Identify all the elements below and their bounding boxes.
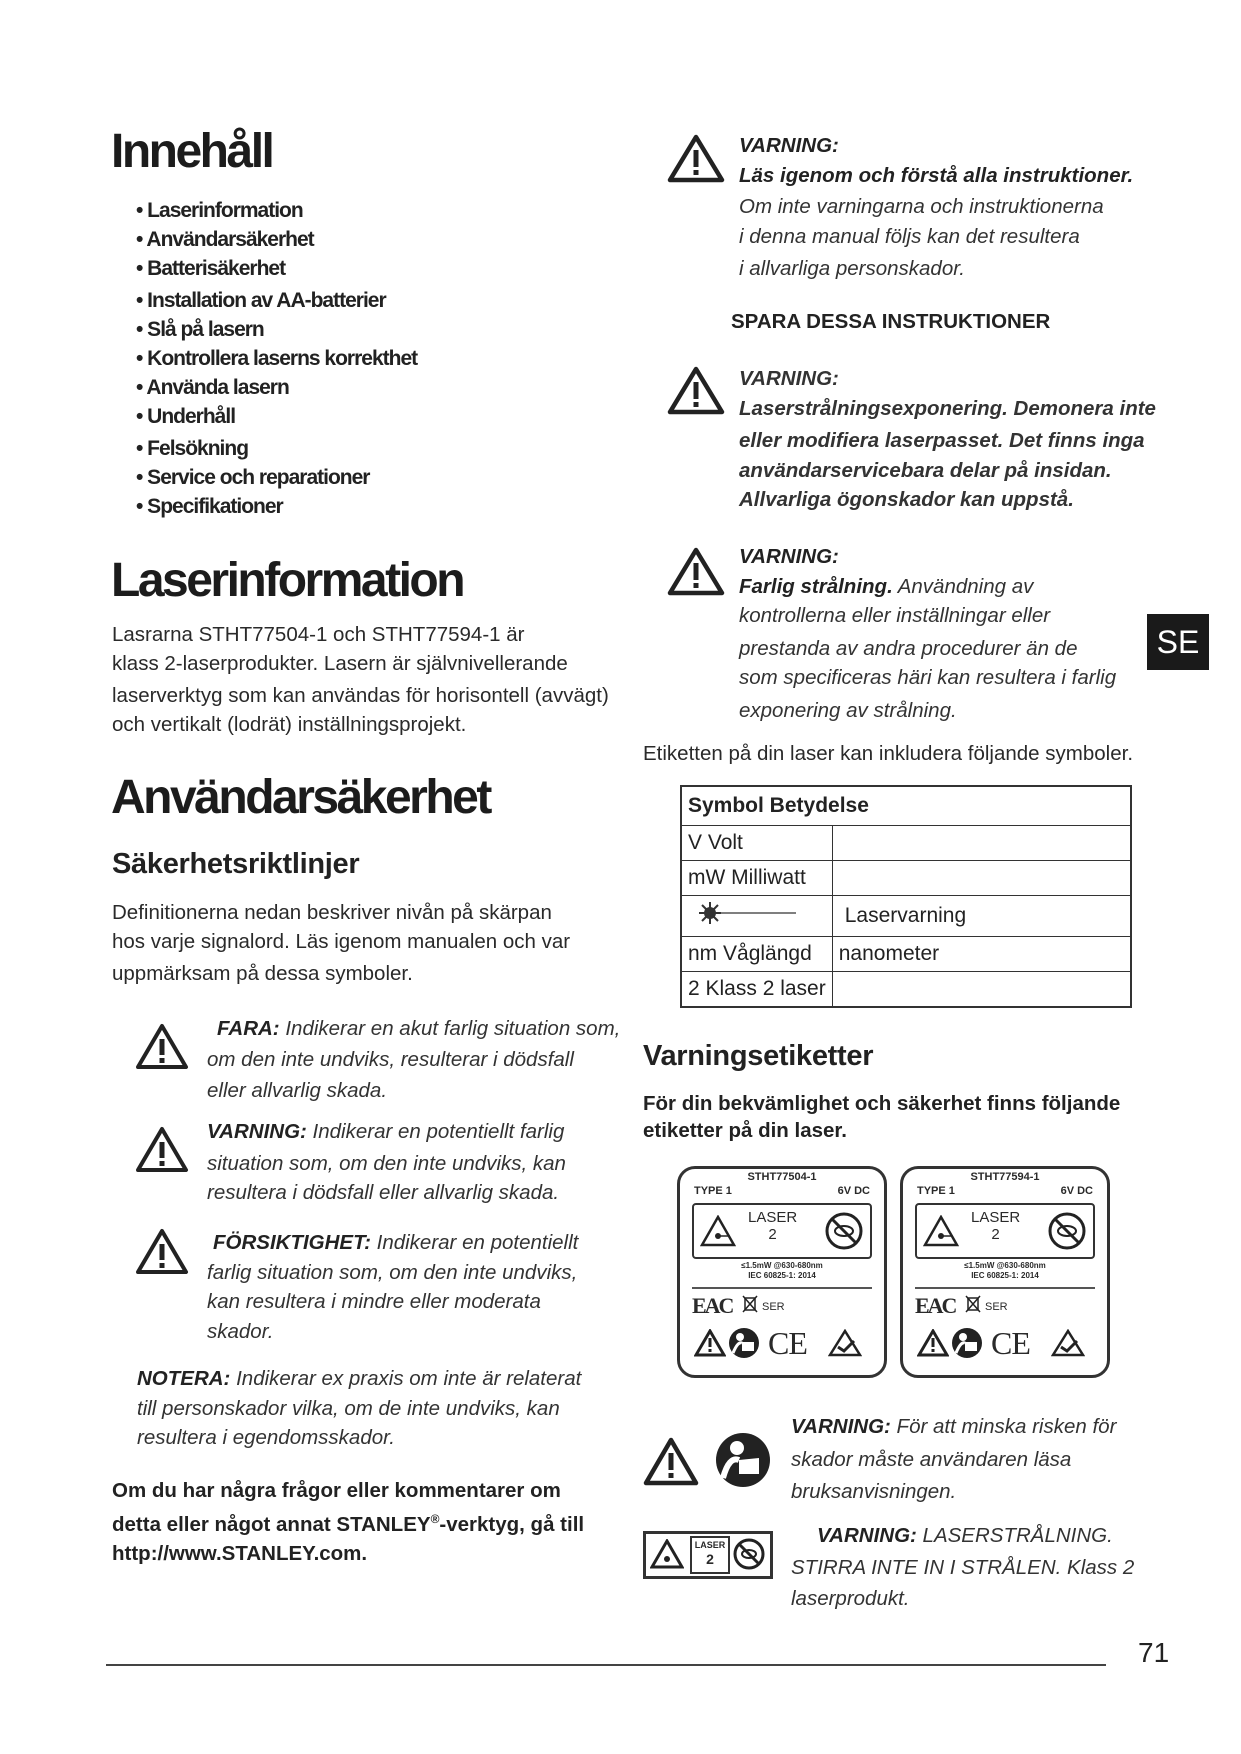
laser-class-text [748, 1209, 797, 1243]
text-line: laserprodukt. [791, 1587, 910, 1610]
text-line: i denna manual följs kan det resultera [739, 224, 1080, 248]
toc-item[interactable]: • Specifikationer [136, 495, 283, 518]
text-line: ≤1.5mW @630-680nm [964, 1261, 1046, 1270]
table-row [681, 861, 1131, 896]
text-line: farlig situation som, om den inte undviks, [207, 1260, 578, 1284]
text-line: LASERSTRÅLNING. [922, 1524, 1113, 1547]
laser-word: LASER [694, 1540, 726, 1550]
varning-label: VARNING: [207, 1120, 307, 1143]
toc-item[interactable]: • Använda lasern [136, 376, 289, 399]
warning-triangle-icon [667, 365, 725, 415]
text-line: skador. [207, 1319, 274, 1343]
text-line: IEC 60825-1: 2014 [748, 1271, 816, 1280]
weee-bin-icon [965, 1295, 981, 1313]
text-line: situation som, om den inte undviks, kan [207, 1151, 566, 1175]
text-line: Indikerar en akut farlig situation som, [285, 1017, 621, 1040]
toc-item[interactable]: • Installation av AA-batterier [136, 289, 386, 312]
warning-triangle-icon [643, 1436, 699, 1486]
text-line: Om du har några frågor eller kommentarer om [112, 1479, 561, 1502]
registered-mark: ® [430, 1512, 440, 1526]
laser-triangle-icon [650, 1539, 684, 1569]
text-line: För att minska risken för [896, 1415, 1117, 1438]
text-line: resultera i egendomsskador. [137, 1426, 395, 1449]
text-line: -verktyg, gå till [439, 1512, 585, 1536]
text-line: klass 2-laserprodukter. Lasern är självnivellerande [112, 652, 568, 675]
text-line: STIRRA INTE IN I STRÅLEN. Klass 2 [791, 1555, 1135, 1579]
notera-label: NOTERA: [137, 1367, 231, 1390]
text-line: detta eller något annat STANLEY [112, 1512, 431, 1536]
ce-mark: CE [991, 1325, 1030, 1361]
safety-title: Användarsäkerhet [111, 771, 490, 824]
warning-triangle-icon [667, 546, 725, 596]
ser-mark: SER [762, 1301, 785, 1313]
warning-triangle-icon [667, 133, 725, 183]
warning3-bold: Farlig strålning. [739, 574, 893, 598]
table-row [681, 786, 1131, 826]
eac-mark: EAC [915, 1293, 956, 1318]
warning-triangle-icon [135, 1227, 189, 1275]
text-line: kontrollerna eller inställningar eller [739, 604, 1051, 627]
text-line: IEC 60825-1: 2014 [971, 1271, 1039, 1280]
warning1-bold: Läs igenom och förstå alla instruktioner. [739, 163, 1134, 187]
read-manual-icon [715, 1432, 771, 1488]
warning-triangle-icon [135, 1022, 189, 1070]
laser-word: LASER [971, 1209, 1021, 1226]
toc-item[interactable]: • Slå på lasern [136, 318, 264, 341]
table-cell: 2 Klass 2 laser [681, 972, 832, 1008]
table-cell: V Volt [681, 826, 832, 861]
toc-item[interactable]: • Batterisäkerhet [136, 257, 286, 280]
table-row [681, 896, 1131, 937]
text-line: och vertikalt (lodrät) inställningsprojekt. [112, 713, 467, 736]
table-cell: nanometer [832, 937, 1131, 972]
symbol-table [680, 785, 1132, 1008]
read-manual-label: VARNING: [791, 1415, 891, 1438]
symbols-intro: Etiketten på din laser kan inkludera följande symboler. [643, 742, 1134, 765]
text-line: eller allvarlig skada. [207, 1079, 388, 1102]
laser-class: 2 [768, 1226, 777, 1243]
laser-warning-panel [915, 1203, 1095, 1259]
toc-item[interactable]: • Laserinformation [136, 199, 303, 222]
safety-intro [112, 898, 570, 988]
warning1-block [739, 131, 1133, 284]
text-line: Indikerar ex praxis om inte är relaterat [236, 1367, 582, 1390]
toc-item[interactable]: • Felsökning [136, 437, 249, 460]
label-voltage: 6V DC [1060, 1185, 1093, 1197]
label-voltage: 6V DC [837, 1185, 870, 1197]
save-instructions: SPARA DESSA INSTRUKTIONER [731, 310, 1051, 333]
text-line: skador måste användaren läsa [791, 1447, 1072, 1471]
forsiktighet-block [207, 1228, 578, 1346]
text-line: Användning av [892, 574, 1034, 598]
text-line: ≤1.5mW @630-680nm [741, 1261, 823, 1270]
website-link[interactable]: http://www.STANLEY.com. [112, 1541, 368, 1565]
laser-class-text [971, 1209, 1020, 1243]
table-cell [832, 826, 1131, 861]
table-header: Symbol Betydelse [681, 786, 1131, 826]
ser-mark: SER [985, 1301, 1008, 1313]
no-stare-icon [1047, 1211, 1087, 1251]
label-model: STHT77594-1 [970, 1171, 1040, 1183]
eac-mark: EAC [692, 1293, 733, 1318]
laser-class-box [690, 1536, 730, 1574]
text-line: Lasrarna STHT77504-1 och STHT77594-1 är [112, 623, 525, 646]
labels-title: Varningsetiketter [643, 1040, 874, 1072]
toc-title: Innehåll [111, 125, 273, 178]
text-line: etiketter på din laser. [643, 1119, 847, 1142]
contact-block [112, 1476, 584, 1568]
text-line: resultera i dödsfall eller allvarlig skada. [207, 1181, 560, 1204]
laser-triangle-icon [923, 1215, 959, 1247]
text-line: För din bekvämlighet och säkerhet finns följande [643, 1092, 1121, 1115]
warning3-label: VARNING: [739, 545, 839, 568]
text-line: Definitionerna nedan beskriver nivån på skärpan [112, 901, 552, 924]
read-manual-warning [791, 1412, 1116, 1507]
warning2-block [739, 364, 1156, 515]
warning-triangle-icon [135, 1125, 189, 1173]
fara-block [207, 1014, 620, 1106]
text-line: i allvarliga personskador. [739, 257, 965, 280]
laserinfo-title: Laserinformation [111, 554, 464, 607]
laser-triangle-icon [700, 1215, 736, 1247]
label-spec [680, 1261, 884, 1281]
laser-beam-icon [688, 901, 798, 925]
weee-bin-icon [742, 1295, 758, 1313]
label-type: TYPE 1 [694, 1185, 732, 1197]
ce-mark: CE [768, 1325, 807, 1361]
footer-divider [106, 1664, 1106, 1666]
table-cell: mW Milliwatt [681, 861, 832, 896]
divider [915, 1287, 1095, 1289]
laser-radiation-label: VARNING: [817, 1524, 917, 1547]
text-line: Allvarliga ögonskador kan uppstå. [739, 488, 1074, 511]
no-stare-icon [824, 1211, 864, 1251]
text-line: prestanda av andra procedurer än de [739, 636, 1078, 660]
table-row [681, 826, 1131, 861]
laser-word: LASER [748, 1209, 798, 1226]
product-label [900, 1166, 1110, 1378]
fara-label: FARA: [217, 1017, 280, 1040]
no-stare-icon [732, 1537, 766, 1571]
forsiktighet-label: FÖRSIKTIGHET: [213, 1231, 371, 1254]
warning-triangle-icon [917, 1329, 949, 1357]
text-line: Indikerar en potentiellt [376, 1231, 579, 1254]
warning1-label: VARNING: [739, 134, 839, 157]
page-number: 71 [1138, 1637, 1170, 1668]
text-line: exponering av strålning. [739, 698, 957, 722]
warning-triangle-icon [694, 1329, 726, 1357]
divider [692, 1287, 872, 1289]
text-line: eller modifiera laserpasset. Det finns inga [739, 429, 1145, 452]
laser-class: 2 [706, 1551, 714, 1567]
read-manual-icon [728, 1327, 760, 1359]
text-line: Indikerar en potentiellt farlig [312, 1120, 565, 1143]
notera-block [137, 1364, 581, 1453]
toc-item[interactable]: • Underhåll [136, 405, 236, 428]
laserinfo-text [112, 620, 609, 739]
recycling-icon [828, 1329, 862, 1357]
table-cell: nm Våglängd [681, 937, 832, 972]
text-line: hos varje signalord. Läs igenom manualen och var [112, 930, 571, 953]
toc-list [136, 196, 417, 521]
text-line: om den inte undviks, resulterar i dödsfall [207, 1047, 574, 1071]
language-tab[interactable]: SE [1147, 614, 1209, 670]
safety-subtitle: Säkerhetsriktlinjer [112, 848, 360, 880]
laser-radiation-warning [791, 1521, 1134, 1614]
table-cell: Laservarning [832, 896, 1131, 937]
table-row [681, 937, 1131, 972]
text-line: uppmärksam på dessa symboler. [112, 962, 413, 985]
toc-item[interactable]: • Användarsäkerhet [136, 228, 314, 251]
text-line: bruksanvisningen. [791, 1480, 957, 1503]
toc-item[interactable]: • Service och reparationer [136, 466, 370, 489]
text-line: Om inte varningarna och instruktionerna [739, 195, 1104, 218]
warning3-block [739, 542, 1116, 725]
table-cell [681, 896, 832, 937]
table-cell [832, 972, 1131, 1008]
laser-label-icon [643, 1531, 773, 1579]
text-line: Laserstrålningsexponering. Demonera inte [739, 396, 1156, 420]
label-type: TYPE 1 [917, 1185, 955, 1197]
recycling-icon [1051, 1329, 1085, 1357]
read-manual-icon [951, 1327, 983, 1359]
toc-item[interactable]: • Kontrollera laserns korrekthet [136, 347, 418, 370]
label-model: STHT77504-1 [747, 1171, 817, 1183]
varning-block [207, 1117, 566, 1208]
text-line: som specificeras häri kan resultera i farlig [739, 666, 1117, 689]
text-line: kan resultera i mindre eller moderata [207, 1290, 541, 1313]
warning2-label: VARNING: [739, 367, 839, 390]
table-cell [832, 861, 1131, 896]
label-spec [903, 1261, 1107, 1281]
product-label [677, 1166, 887, 1378]
table-row [681, 972, 1131, 1008]
laser-class: 2 [991, 1226, 1000, 1243]
text-line: laserverktyg som kan användas för horisontell (avvägt) [112, 684, 609, 707]
laser-warning-panel [692, 1203, 872, 1259]
text-line: till personskador vilka, om de inte undviks, kan [137, 1396, 560, 1420]
labels-intro [643, 1089, 1120, 1145]
text-line: användarservicebara delar på insidan. [739, 458, 1112, 482]
